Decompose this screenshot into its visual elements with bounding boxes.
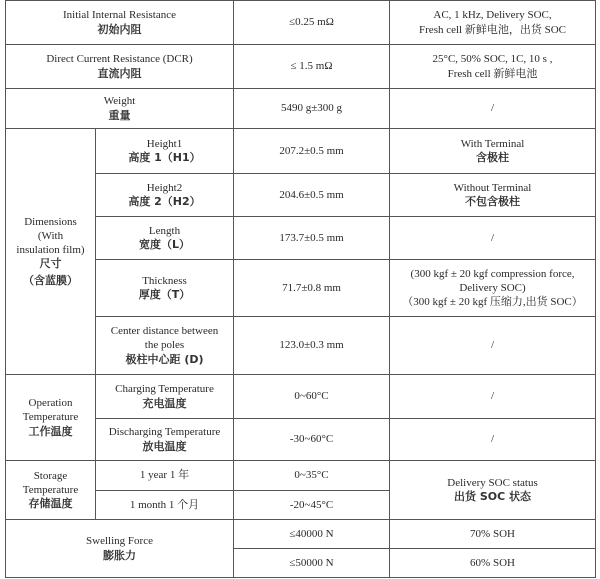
param-label-en: Center distance between [110,325,219,338]
param-value: ≤0.25 mΩ [234,1,390,45]
remark-line: 25°C, 50% SOC, 1C, 10 s , [432,53,553,66]
param-value: 5490 g±300 g [234,89,390,129]
group-label-en: Temperature [22,483,79,496]
param-label-cn: 厚度（T） [138,288,191,301]
group-label-en: Temperature [22,411,79,424]
group-label-cn: （含蓝膜） [23,274,78,288]
param-label-en: Weight [103,95,136,108]
remark-cn: 含极柱 [476,151,510,164]
param-label-cell [6,89,234,129]
param-label-en: Direct Current Resistance (DCR) [46,53,193,66]
param-value: ≤40000 N [234,520,390,549]
group-label-en: insulation film) [16,243,85,256]
param-label-cell [96,375,234,419]
remark-en: Without Terminal [453,181,532,194]
param-label-cell [96,174,234,217]
group-label-en: Operation [28,397,73,410]
row-storage-1-year [6,461,596,491]
param-label-en: Height1 [146,137,183,150]
group-label-en: (With [37,229,64,242]
param-value: ≤ 1.5 mΩ [234,45,390,89]
remark-line: Fresh cell 新鲜电池 [447,67,538,80]
group-label-en: Dimensions [24,215,77,228]
param-label-cell [96,217,234,260]
param-remark-cell [390,461,596,520]
param-remark: / [390,419,596,461]
param-value: 0~35°C [234,461,390,491]
param-label-cn: 宽度（L） [139,238,191,251]
group-label-operation-temperature [6,375,96,461]
param-remark-cell [390,1,596,45]
remark-cn: 不包含极柱 [465,195,521,208]
param-value: 123.0±0.3 mm [234,317,390,375]
param-remark-cell [390,260,596,317]
param-value: 207.2±0.5 mm [234,129,390,174]
param-label-cn: 充电温度 [142,396,187,410]
param-value: 0~60°C [234,375,390,419]
row-swelling-force-70 [6,520,596,549]
param-value: ≤50000 N [234,549,390,578]
remark-en: Delivery SOC status [447,476,538,489]
param-label-cn: 直流内阻 [97,66,142,80]
row-dcr [6,45,596,89]
param-label-cn: 初始内阻 [97,22,142,36]
param-remark: / [390,217,596,260]
param-label-en: Charging Temperature [115,383,214,396]
param-label-en: Height2 [146,181,183,194]
group-label-cn: 尺寸 [39,257,62,271]
param-remark: 70% SOH [390,520,596,549]
param-label-en: Discharging Temperature [108,426,221,439]
remark-line: Fresh cell 新鲜电池，出货 SOC [419,23,566,36]
param-label-cn: 膨胀力 [103,548,136,562]
param-remark: / [390,317,596,375]
row-weight [6,89,596,129]
group-label-cn: 工作温度 [28,424,73,438]
remark-en: With Terminal [460,137,525,150]
row-height1 [6,129,596,174]
group-label-cn: 存储温度 [28,497,73,511]
remark-line: Delivery SOC) [459,281,526,294]
param-label-cell [96,419,234,461]
cell-spec-table [5,0,596,578]
group-label-storage-temperature [6,461,96,520]
param-label-cn: 高度 1（H1） [128,151,201,164]
remark-line: AC, 1 kHz, Delivery SOC, [433,9,552,22]
param-label-cell [6,45,234,89]
param-label-cn: 高度 2（H2） [128,195,201,208]
param-value: -20~45°C [234,491,390,520]
param-remark: / [390,89,596,129]
param-label-cell [96,317,234,375]
param-label-cn: 放电温度 [142,439,187,453]
param-remark: / [390,375,596,419]
param-value: 71.7±0.8 mm [234,260,390,317]
remark-line: (300 kgf ± 20 kgf compression force, [410,267,575,280]
param-label-cell [6,520,234,578]
param-value: -30~60°C [234,419,390,461]
param-label-en: the poles [144,339,185,352]
param-remark-cell [390,45,596,89]
param-remark-cell [390,174,596,217]
param-remark: 60% SOH [390,549,596,578]
param-label-cell [96,129,234,174]
param-label-cn: 极柱中心距 (D) [125,352,204,366]
param-label-en: Swelling Force [86,535,153,548]
remark-line: （300 kgf ± 20 kgf 压缩力,出货 SOC） [402,296,583,309]
remark-cn: 出货 SOC 状态 [454,490,532,503]
param-label-cn: 重量 [108,108,131,122]
row-initial-internal-resistance [6,1,596,45]
param-label-cell [6,1,234,45]
group-label-dimensions [6,129,96,375]
param-value: 204.6±0.5 mm [234,174,390,217]
param-value: 173.7±0.5 mm [234,217,390,260]
param-label-cell [96,260,234,317]
group-label-en: Storage [33,469,68,482]
param-remark-cell [390,129,596,174]
param-label-en: Length [148,224,181,237]
param-label-en: Thickness [142,274,187,287]
param-label: 1 month 1 个月 [96,491,234,520]
param-label: 1 year 1 年 [96,461,234,491]
param-label-en: Initial Internal Resistance [63,9,177,22]
row-charging-temperature [6,375,596,419]
